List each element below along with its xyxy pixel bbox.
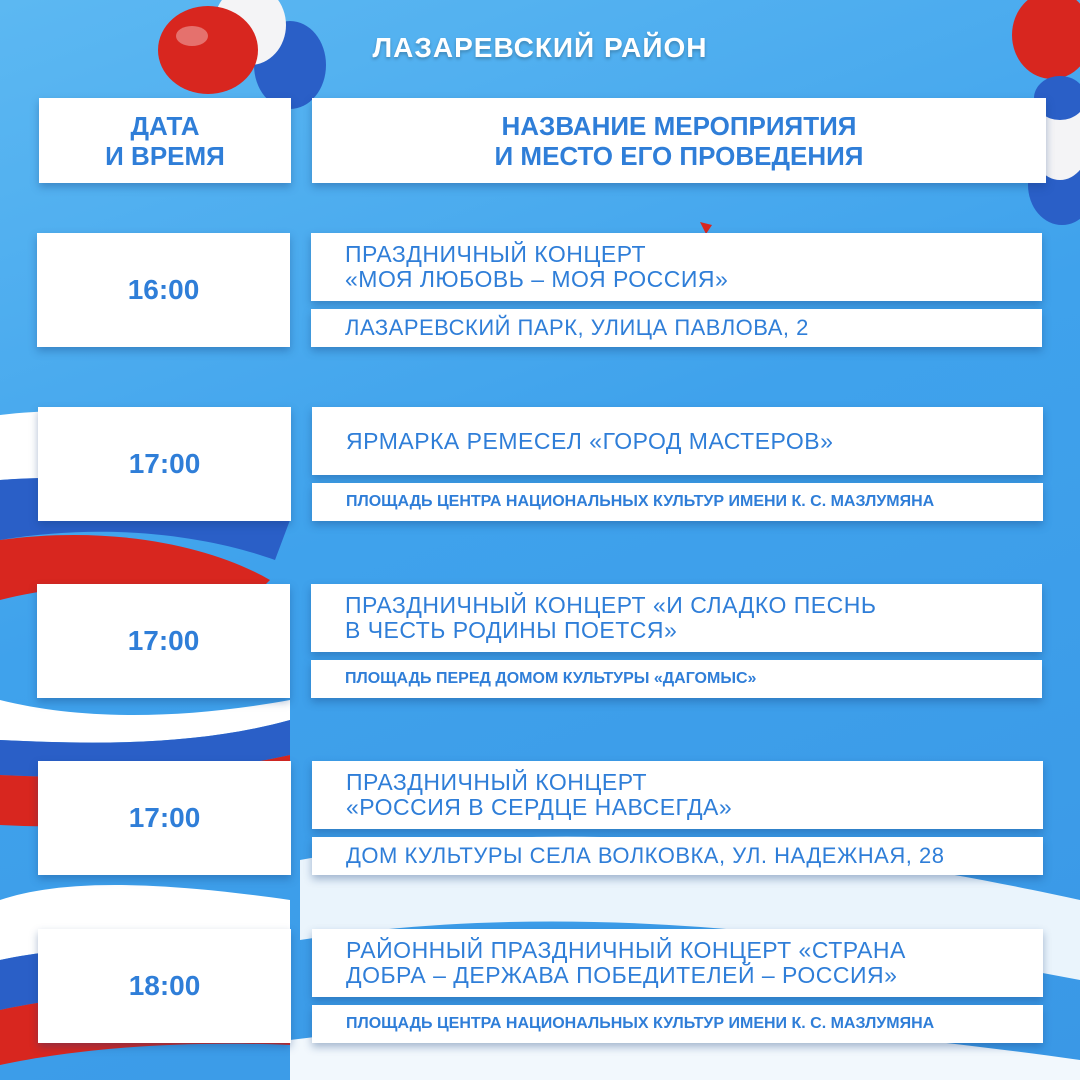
date-time-header: [39, 98, 291, 183]
event-place: ДОМ КУЛЬТУРЫ СЕЛА ВОЛКОВКА, УЛ. НАДЕЖНАЯ, 28: [312, 837, 1043, 875]
event-name: [312, 761, 1043, 829]
event-name-line1: ПРАЗДНИЧНЫЙ КОНЦЕРТ: [345, 241, 647, 267]
event-name-line2: «МОЯ ЛЮБОВЬ – МОЯ РОССИЯ»: [345, 266, 729, 292]
event-name-line2: ДОБРА – ДЕРЖАВА ПОБЕДИТЕЛЕЙ – РОССИЯ»: [346, 962, 898, 988]
event-name: [312, 407, 1043, 475]
event-time: 17:00: [38, 761, 291, 875]
event-place: ПЛОЩАДЬ ЦЕНТРА НАЦИОНАЛЬНЫХ КУЛЬТУР ИМЕНИ К. С. МАЗЛУМЯНА: [312, 483, 1043, 521]
event-name-header: [312, 98, 1046, 183]
page-title: ЛАЗАРЕВСКИЙ РАЙОН: [372, 32, 708, 63]
event-name-line1: ПРАЗДНИЧНЫЙ КОНЦЕРТ: [346, 769, 648, 795]
event-name-line1: ПРАЗДНИЧНЫЙ КОНЦЕРТ «И СЛАДКО ПЕСНЬ: [345, 592, 877, 618]
date-header-line1: ДАТА: [130, 110, 200, 141]
event-name: [311, 584, 1042, 652]
date-header-line2: И ВРЕМЯ: [105, 140, 225, 171]
event-time: 16:00: [37, 233, 290, 347]
event-name-line2: «РОССИЯ В СЕРДЦЕ НАВСЕГДА»: [346, 794, 733, 820]
event-name-line1: РАЙОННЫЙ ПРАЗДНИЧНЫЙ КОНЦЕРТ «СТРАНА: [346, 937, 906, 963]
event-time: 18:00: [38, 929, 291, 1043]
name-header-line2: И МЕСТО ЕГО ПРОВЕДЕНИЯ: [494, 140, 864, 171]
event-name: [312, 929, 1043, 997]
event-place: ЛАЗАРЕВСКИЙ ПАРК, УЛИЦА ПАВЛОВА, 2: [311, 309, 1042, 347]
name-header-line1: НАЗВАНИЕ МЕРОПРИЯТИЯ: [501, 110, 857, 141]
event-place: ПЛОЩАДЬ ПЕРЕД ДОМОМ КУЛЬТУРЫ «ДАГОМЫС»: [311, 660, 1042, 698]
event-place: ПЛОЩАДЬ ЦЕНТРА НАЦИОНАЛЬНЫХ КУЛЬТУР ИМЕНИ К. С. МАЗЛУМЯНА: [312, 1005, 1043, 1043]
event-name: [311, 233, 1042, 301]
event-time: 17:00: [37, 584, 290, 698]
event-name-line1: ЯРМАРКА РЕМЕСЕЛ «ГОРОД МАСТЕРОВ»: [346, 427, 834, 454]
event-name-line2: В ЧЕСТЬ РОДИНЫ ПОЕТСЯ»: [345, 617, 678, 643]
event-time: 17:00: [38, 407, 291, 521]
